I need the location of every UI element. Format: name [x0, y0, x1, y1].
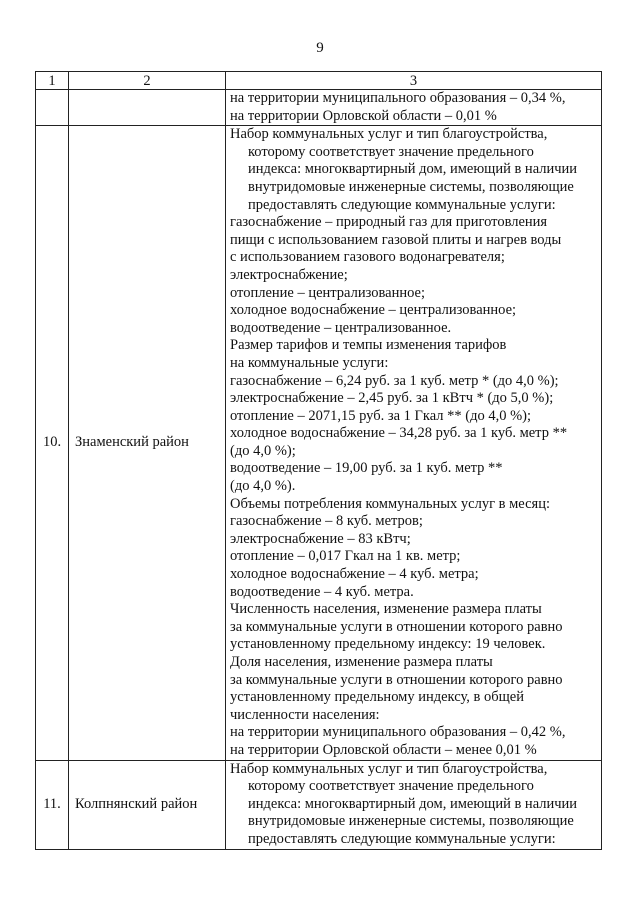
description-line: которому соответствует значение предельного	[248, 778, 534, 795]
description-line: индекса: многоквартирный дом, имеющий в наличии	[248, 161, 578, 178]
description-line: отопление – централизованное;	[230, 284, 426, 301]
description-line: холодное водоснабжение – 4 куб. метра;	[230, 566, 479, 583]
table-header-row	[36, 72, 602, 90]
description-line: отопление – 0,017 Гкал на 1 кв. метр;	[230, 548, 461, 565]
description-line: Набор коммунальных услуг и тип благоустройства,	[230, 126, 548, 143]
description-line: водоотведение – 19,00 руб. за 1 куб. метр **	[230, 460, 503, 477]
description-cell	[226, 126, 602, 760]
description-line: численности населения:	[230, 706, 380, 723]
description-line: газоснабжение – природный газ для приготовления	[230, 214, 548, 231]
description-line: на территории Орловской области – 0,01 %	[230, 107, 497, 124]
description-line: пищи с использованием газовой плиты и нагрев воды	[230, 231, 562, 248]
description-line: водоотведение – 4 куб. метра.	[230, 583, 414, 600]
description-line: с использованием газового водонагревателя;	[230, 249, 505, 266]
description-line: установленному предельному индексу, в общей	[230, 689, 524, 706]
description-line: (до 4,0 %).	[230, 478, 296, 495]
tariff-table	[35, 71, 602, 850]
description-line: на территории муниципального образования – 0,34 %,	[230, 90, 566, 106]
description-line: на коммунальные услуги:	[230, 354, 389, 371]
column-header-1: 1	[36, 72, 69, 90]
district-name: Колпнянский район	[69, 760, 226, 849]
description-line: установленному предельному индексу: 19 человек.	[230, 636, 546, 653]
description-line: холодное водоснабжение – 34,28 руб. за 1 куб. метр **	[230, 425, 568, 442]
column-header-3: 3	[226, 72, 602, 90]
description-line: газоснабжение – 6,24 руб. за 1 куб. метр * (до 4,0 %);	[230, 372, 559, 389]
table-row	[36, 760, 602, 849]
description-line: предоставлять следующие коммунальные услуги:	[248, 830, 556, 847]
description-line: Доля населения, изменение размера платы	[230, 654, 493, 670]
description-line: Объемы потребления коммунальных услуг в месяц:	[230, 495, 550, 512]
district-name	[69, 90, 226, 126]
description-line: индекса: многоквартирный дом, имеющий в наличии	[248, 795, 578, 812]
description-line: электроснабжение – 83 кВтч;	[230, 530, 411, 547]
description-line: внутридомовые инженерные системы, позволяющие	[248, 178, 574, 195]
table-body	[36, 72, 602, 850]
row-number	[36, 90, 69, 126]
description-line: Размер тарифов и темпы изменения тарифов	[230, 337, 507, 354]
table-row-continued	[36, 90, 602, 126]
row-number: 11.	[36, 760, 69, 849]
description-line: на территории Орловской области – менее 0,01 %	[230, 741, 537, 758]
description-line: Численность населения, изменение размера платы	[230, 601, 542, 618]
description-cell	[226, 760, 602, 849]
description-line: на территории муниципального образования – 0,42 %,	[230, 724, 566, 741]
description-line: Набор коммунальных услуг и тип благоустройства,	[230, 760, 548, 777]
description-line: отопление – 2071,15 руб. за 1 Гкал ** (до 4,0 %);	[230, 407, 532, 424]
description-line: электроснабжение – 2,45 руб. за 1 кВтч * (до 5,0 %);	[230, 390, 554, 407]
description-line: за коммунальные услуги в отношении которого равно	[230, 618, 563, 635]
table-row	[36, 126, 602, 760]
description-line: (до 4,0 %);	[230, 442, 296, 459]
description-line: которому соответствует значение предельного	[248, 143, 534, 160]
district-name: Знаменский район	[69, 126, 226, 760]
column-header-2: 2	[69, 72, 226, 90]
description-line: газоснабжение – 8 куб. метров;	[230, 513, 423, 530]
description-line: за коммунальные услуги в отношении которого равно	[230, 671, 563, 688]
page-number: 9	[316, 40, 324, 56]
description-cell	[226, 90, 602, 126]
row-number: 10.	[36, 126, 69, 760]
description-line: водоотведение – централизованное.	[230, 319, 452, 336]
description-line: электроснабжение;	[230, 266, 348, 283]
description-line: холодное водоснабжение – централизованное;	[230, 302, 517, 319]
description-line: внутридомовые инженерные системы, позволяющие	[248, 813, 574, 830]
description-line: предоставлять следующие коммунальные услуги:	[248, 196, 556, 213]
